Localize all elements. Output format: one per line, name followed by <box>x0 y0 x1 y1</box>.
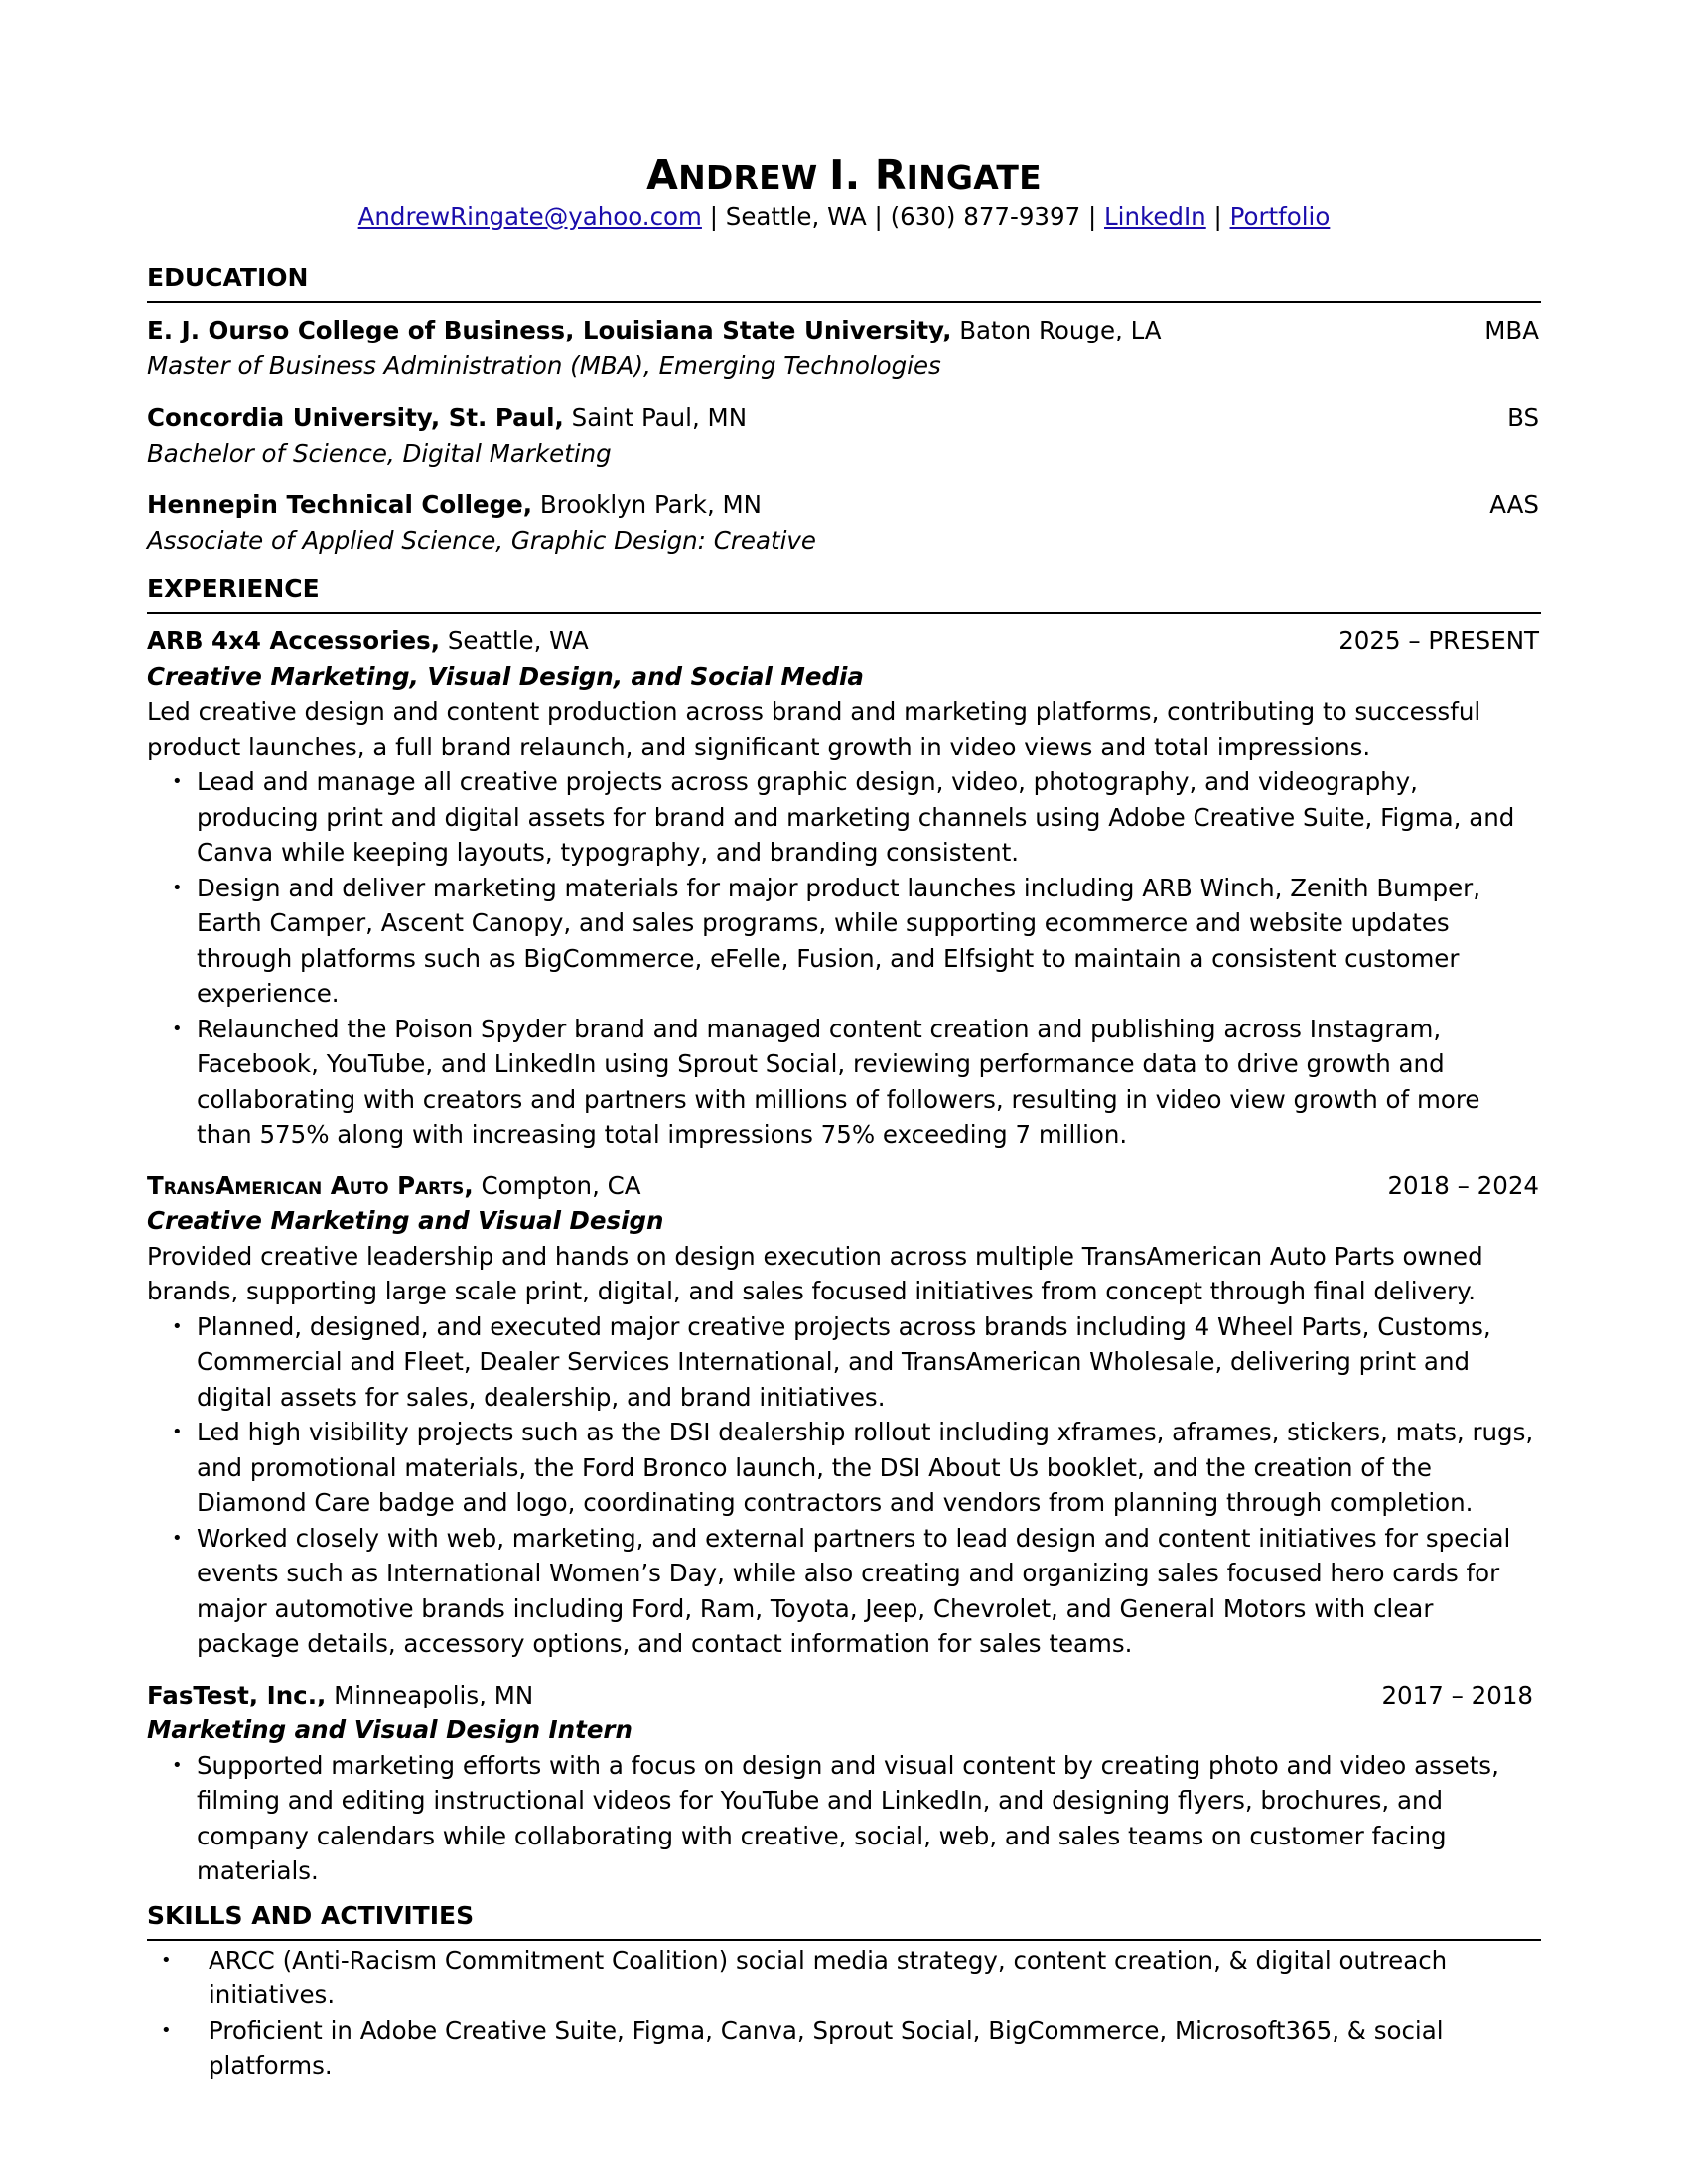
bullet-item: • Planned, designed, and executed major creative projects across brands including 4 Wheel Parts, Customs, Commercial and Fleet, Dealer Services International, and TransAmerican Wholesale, delivering print and digital assets for sales, dealership, and brand initiatives. <box>197 1309 1541 1416</box>
job-dates: 2017 – 2018 <box>1381 1680 1533 1709</box>
job-bullets <box>147 1309 1541 1662</box>
degree-abbrev: BS <box>1507 403 1539 432</box>
company-name: ARB 4x4 Accessories, <box>147 626 441 655</box>
bullet-item: • Design and deliver marketing materials for major product launches including ARB Winch, Zenith Bumper, Earth Camper, Ascent Canopy, and sales programs, while supporting ecommerce and website updates through platforms such as BigCommerce, eFelle, Fusion, and Elfsight to maintain a consistent customer experience. <box>197 871 1541 1012</box>
company-location: Seattle, WA <box>440 626 589 655</box>
company-location: Minneapolis, MN <box>326 1680 534 1709</box>
bullet-item: • Worked closely with web, marketing, and external partners to lead design and content initiatives for special events such as International Women’s Day, while also creating and organizing sales focused hero cards for major automotive brands including Ford, Ram, Toyota, Jeep, Chevrolet, and General Motors with clear package details, accessory options, and contact information for sales teams. <box>197 1521 1541 1662</box>
job-summary: Led creative design and content production across brand and marketing platforms, contributing to successful product launches, a full brand relaunch, and significant growth in video views and total impressions. <box>147 697 1481 761</box>
bullet-item: • Led high visibility projects such as the DSI dealership rollout including xframes, aframes, stickers, mats, rugs, and promotional materials, the Ford Bronco launch, the DSI About Us booklet, and the creation of the Diamond Care badge and logo, coordinating contractors and vendors from planning through completion. <box>197 1415 1541 1521</box>
job-entry <box>147 1678 1541 1889</box>
phone: (630) 877-9397 <box>890 203 1081 231</box>
job-role: Creative Marketing, Visual Design, and Social Media <box>147 661 864 691</box>
school-location: Saint Paul, MN <box>563 403 748 432</box>
separator: | <box>1205 203 1230 231</box>
degree-abbrev: MBA <box>1484 316 1539 344</box>
education-section <box>147 261 1541 558</box>
job-bullets <box>147 764 1541 1153</box>
separator: | <box>701 203 726 231</box>
education-entry <box>147 487 1541 558</box>
job-entry <box>147 1168 1541 1662</box>
school-name: Hennepin Technical College, <box>147 490 533 519</box>
linkedin-link[interactable]: LinkedIn <box>1104 203 1206 231</box>
job-bullets <box>147 1748 1541 1889</box>
school-location: Baton Rouge, LA <box>951 316 1162 344</box>
school-name: Concordia University, St. Paul, <box>147 403 564 432</box>
company-name: FasTest, Inc., <box>147 1680 327 1709</box>
skills-heading: SKILLS AND ACTIVITIES <box>147 1899 1541 1941</box>
separator: | <box>866 203 891 231</box>
experience-section <box>147 572 1541 1889</box>
degree-abbrev: AAS <box>1489 490 1539 519</box>
degree-title: Bachelor of Science, Digital Marketing <box>147 438 612 468</box>
name-rest-last: INGATE <box>906 158 1042 197</box>
skills-section <box>147 1899 1541 2084</box>
experience-heading: EXPERIENCE <box>147 572 1541 614</box>
name-initial-middle-last: I. R <box>829 151 907 199</box>
separator: | <box>1080 203 1105 231</box>
degree-title: Master of Business Administration (MBA), Emerging Technologies <box>147 350 941 380</box>
skill-item: • Proficient in Adobe Creative Suite, Figma, Canva, Sprout Social, BigCommerce, Microsoft365, & social platforms. <box>209 2013 1541 2084</box>
bullet-item: • Supported marketing efforts with a focus on design and visual content by creating photo and video assets, filming and editing instructional videos for YouTube and LinkedIn, and designing flyers, brochures, and company calendars while collaborating with creative, social, web, and sales teams on customer facing materials. <box>197 1748 1541 1889</box>
company-name: TransAmerican Auto Parts, <box>147 1170 474 1200</box>
bullet-item: • Lead and manage all creative projects across graphic design, video, photography, and videography, producing print and digital assets for brand and marketing channels using Adobe Creative Suite, Figma, and Canva while keeping layouts, typography, and branding consistent. <box>197 764 1541 871</box>
education-entry <box>147 400 1541 471</box>
skills-list <box>147 1943 1541 2084</box>
email-link[interactable]: AndrewRingate@yahoo.com <box>357 203 702 231</box>
resume-page <box>147 149 1541 2084</box>
name-initial-first: A <box>646 151 679 199</box>
bullet-item: • Relaunched the Poison Spyder brand and managed content creation and publishing across Instagram, Facebook, YouTube, and LinkedIn using Sprout Social, reviewing performance data to drive growth and collaborating with creators and partners with millions of followers, resulting in video view growth of more than 575% along with increasing total impressions 75% exceeding 7 million. <box>197 1012 1541 1153</box>
job-summary: Provided creative leadership and hands on design execution across multiple TransAmerican Auto Parts owned brands, supporting large scale print, digital, and sales focused initiatives from concept through final delivery. <box>147 1241 1483 1305</box>
location: Seattle, WA <box>725 203 867 231</box>
candidate-name <box>147 149 1541 201</box>
company-location: Compton, CA <box>473 1170 641 1200</box>
job-dates: 2025 – PRESENT <box>1338 626 1539 655</box>
name-rest-first: NDREW <box>678 158 830 197</box>
school-name: E. J. Ourso College of Business, Louisiana State University, <box>147 316 952 344</box>
skill-item: • ARCC (Anti-Racism Commitment Coalition) social media strategy, content creation, & digital outreach initiatives. <box>209 1943 1541 2013</box>
education-entry <box>147 313 1541 383</box>
job-entry <box>147 623 1541 1153</box>
education-heading: EDUCATION <box>147 261 1541 303</box>
job-role: Marketing and Visual Design Intern <box>147 1715 633 1744</box>
contact-line <box>147 201 1541 234</box>
job-dates: 2018 – 2024 <box>1387 1170 1539 1200</box>
job-role: Creative Marketing and Visual Design <box>147 1206 664 1235</box>
degree-title: Associate of Applied Science, Graphic Design: Creative <box>147 525 816 555</box>
school-location: Brooklyn Park, MN <box>532 490 762 519</box>
portfolio-link[interactable]: Portfolio <box>1229 203 1331 231</box>
